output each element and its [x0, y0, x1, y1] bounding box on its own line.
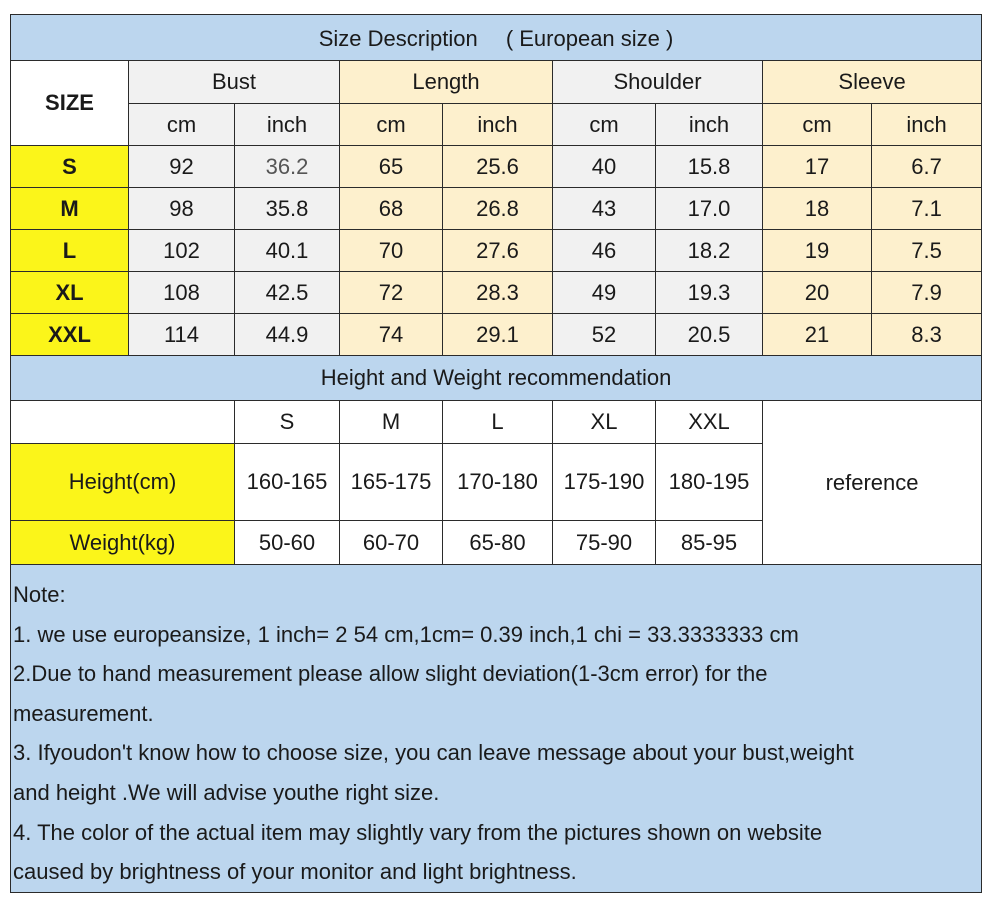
note-line: 3. Ifyoudon't know how to choose size, you can leave message about your bust,weight [13, 740, 854, 766]
note-line: 2.Due to hand measurement please allow slight deviation(1-3cm error) for the [13, 661, 768, 687]
rec-size-header: XXL [656, 401, 763, 444]
value-cell: 8.3 [872, 314, 982, 356]
value-cell: 17.0 [656, 188, 763, 230]
value-cell: 108 [129, 272, 235, 314]
weight-value: 50-60 [235, 521, 340, 565]
rec-size-header: XL [553, 401, 656, 444]
value-cell: 65 [340, 146, 443, 188]
size-column-header: SIZE [11, 61, 129, 146]
weight-value: 65-80 [443, 521, 553, 565]
rec-size-header: M [340, 401, 443, 444]
value-cell: 102 [129, 230, 235, 272]
table-row [11, 314, 982, 356]
table-row [11, 146, 982, 188]
value-cell: 49 [553, 272, 656, 314]
value-cell: 40.1 [235, 230, 340, 272]
value-cell: 19 [763, 230, 872, 272]
unit-header: cm [763, 104, 872, 146]
value-cell: 70 [340, 230, 443, 272]
value-cell: 43 [553, 188, 656, 230]
weight-value: 60-70 [340, 521, 443, 565]
size-label-cell: M [11, 188, 129, 230]
rec-size-header: L [443, 401, 553, 444]
rec-size-header: S [235, 401, 340, 444]
weight-value: 85-95 [656, 521, 763, 565]
height-value: 165-175 [340, 444, 443, 521]
notes-panel [11, 565, 982, 893]
group-header-bust: Bust [129, 61, 340, 104]
value-cell: 68 [340, 188, 443, 230]
value-cell: 29.1 [443, 314, 553, 356]
note-heading: Note: [13, 582, 66, 607]
value-cell: 44.9 [235, 314, 340, 356]
weight-value: 75-90 [553, 521, 656, 565]
value-cell: 20 [763, 272, 872, 314]
height-value: 180-195 [656, 444, 763, 521]
unit-header: cm [340, 104, 443, 146]
height-value: 160-165 [235, 444, 340, 521]
value-cell: 52 [553, 314, 656, 356]
recommendation-title: Height and Weight recommendation [11, 356, 982, 401]
unit-header: inch [235, 104, 340, 146]
note-line: 4. The color of the actual item may slightly vary from the pictures shown on website [13, 819, 823, 845]
value-cell: 19.3 [656, 272, 763, 314]
value-cell: 18 [763, 188, 872, 230]
value-cell: 92 [129, 146, 235, 188]
value-cell: 6.7 [872, 146, 982, 188]
value-cell: 27.6 [443, 230, 553, 272]
value-cell: 25.6 [443, 146, 553, 188]
group-header-shoulder: Shoulder [553, 61, 763, 104]
size-label-cell: S [11, 146, 129, 188]
value-cell: 98 [129, 188, 235, 230]
height-label-cell: Height(cm) [11, 444, 235, 521]
group-header-sleeve: Sleeve [763, 61, 982, 104]
value-cell: 42.5 [235, 272, 340, 314]
value-cell: 15.8 [656, 146, 763, 188]
weight-label-cell: Weight(kg) [11, 521, 235, 565]
value-cell: 72 [340, 272, 443, 314]
chart-title: Size Description ( European size ) [11, 15, 982, 61]
size-chart-sheet [10, 14, 981, 899]
table-row [11, 230, 982, 272]
table-row [11, 272, 982, 314]
unit-header: cm [129, 104, 235, 146]
value-cell: 35.8 [235, 188, 340, 230]
unit-header: cm [553, 104, 656, 146]
value-cell: 26.8 [443, 188, 553, 230]
unit-header: inch [656, 104, 763, 146]
group-header-length: Length [340, 61, 553, 104]
value-cell: 46 [553, 230, 656, 272]
value-cell: 7.9 [872, 272, 982, 314]
unit-header: inch [872, 104, 982, 146]
value-cell: 40 [553, 146, 656, 188]
value-cell: 114 [129, 314, 235, 356]
note-line: caused by brightness of your monitor and light brightness. [13, 859, 577, 885]
size-chart-table [10, 14, 982, 893]
size-label-cell: L [11, 230, 129, 272]
value-cell: 7.1 [872, 188, 982, 230]
height-value: 170-180 [443, 444, 553, 521]
size-label-cell: XL [11, 272, 129, 314]
note-line: measurement. [13, 700, 154, 726]
value-cell: 18.2 [656, 230, 763, 272]
value-cell: 17 [763, 146, 872, 188]
rec-empty-cell [11, 401, 235, 444]
value-cell: 21 [763, 314, 872, 356]
table-row [11, 188, 982, 230]
height-value: 175-190 [553, 444, 656, 521]
reference-cell: reference [763, 401, 982, 565]
value-cell: 74 [340, 314, 443, 356]
note-line: and height .We will advise youthe right size. [13, 779, 440, 805]
value-cell: 20.5 [656, 314, 763, 356]
value-cell: 7.5 [872, 230, 982, 272]
size-label-cell: XXL [11, 314, 129, 356]
note-line: 1. we use europeansize, 1 inch= 2 54 cm,1cm= 0.39 inch,1 chi = 33.3333333 cm [13, 621, 799, 647]
value-cell: 28.3 [443, 272, 553, 314]
unit-header: inch [443, 104, 553, 146]
value-cell: 36.2 [235, 146, 340, 188]
